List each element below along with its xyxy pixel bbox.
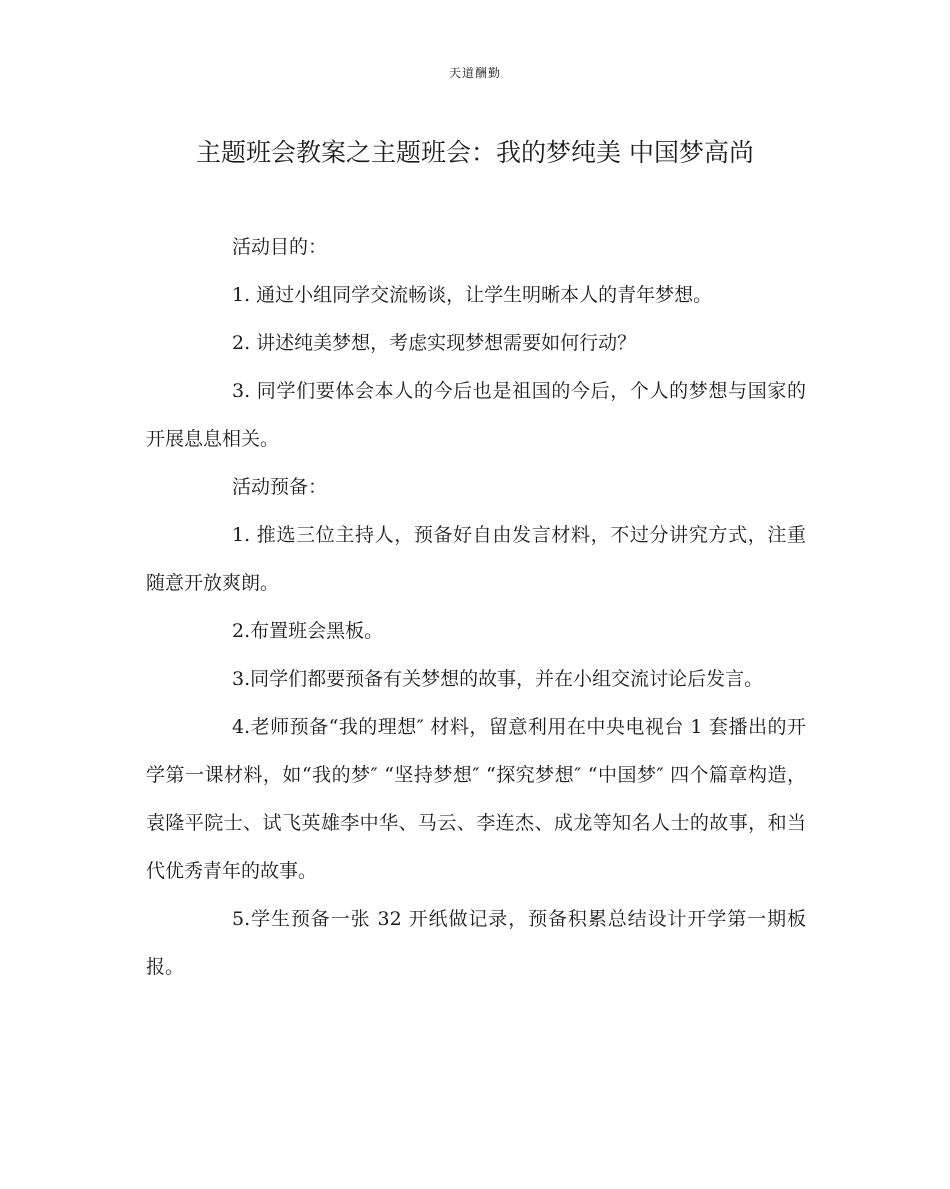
running-header: 天道酬勤	[448, 66, 501, 80]
goal-item-1: 1. 通过小组同学交流畅谈，让学生明晰本人的青年梦想。	[232, 284, 713, 306]
preparation-item-5: 5.学生预备一张 32 开纸做记录，预备积累总结设计开学第一期板报。	[146, 908, 806, 978]
document-body	[146, 223, 806, 991]
goal-item-2: 2. 讲述纯美梦想，考虑实现梦想需要如何行动？	[232, 332, 637, 354]
preparation-item-2: 2.布置班会黑板。	[232, 620, 384, 642]
section-heading-goals: 活动目的：	[232, 236, 328, 258]
preparation-item-1: 1. 推选三位主持人，预备好自由发言材料，不过分讲究方式，注重随意开放爽朗。	[146, 524, 806, 594]
document-title: 主题班会教案之主题班会：我的梦纯美 中国梦高尚	[196, 138, 754, 167]
section-heading-preparation: 活动预备：	[232, 476, 328, 498]
preparation-item-4: 4.老师预备“我的理想″ 材料，留意利用在中央电视台 1 套播出的开学第一课材料，如“我的梦″ “坚持梦想″ “探究梦想″ “中国梦″ 四个篇章构造，袁隆平院士、试飞英雄李中华、马云、李连杰、成龙等知名人士的故事，和当代优秀青年的故事。	[146, 716, 806, 882]
goal-item-3: 3. 同学们要体会本人的今后也是祖国的今后，个人的梦想与国家的开展息息相关。	[146, 380, 806, 450]
preparation-item-3: 3.同学们都要预备有关梦想的故事，并在小组交流讨论后发言。	[232, 668, 764, 690]
